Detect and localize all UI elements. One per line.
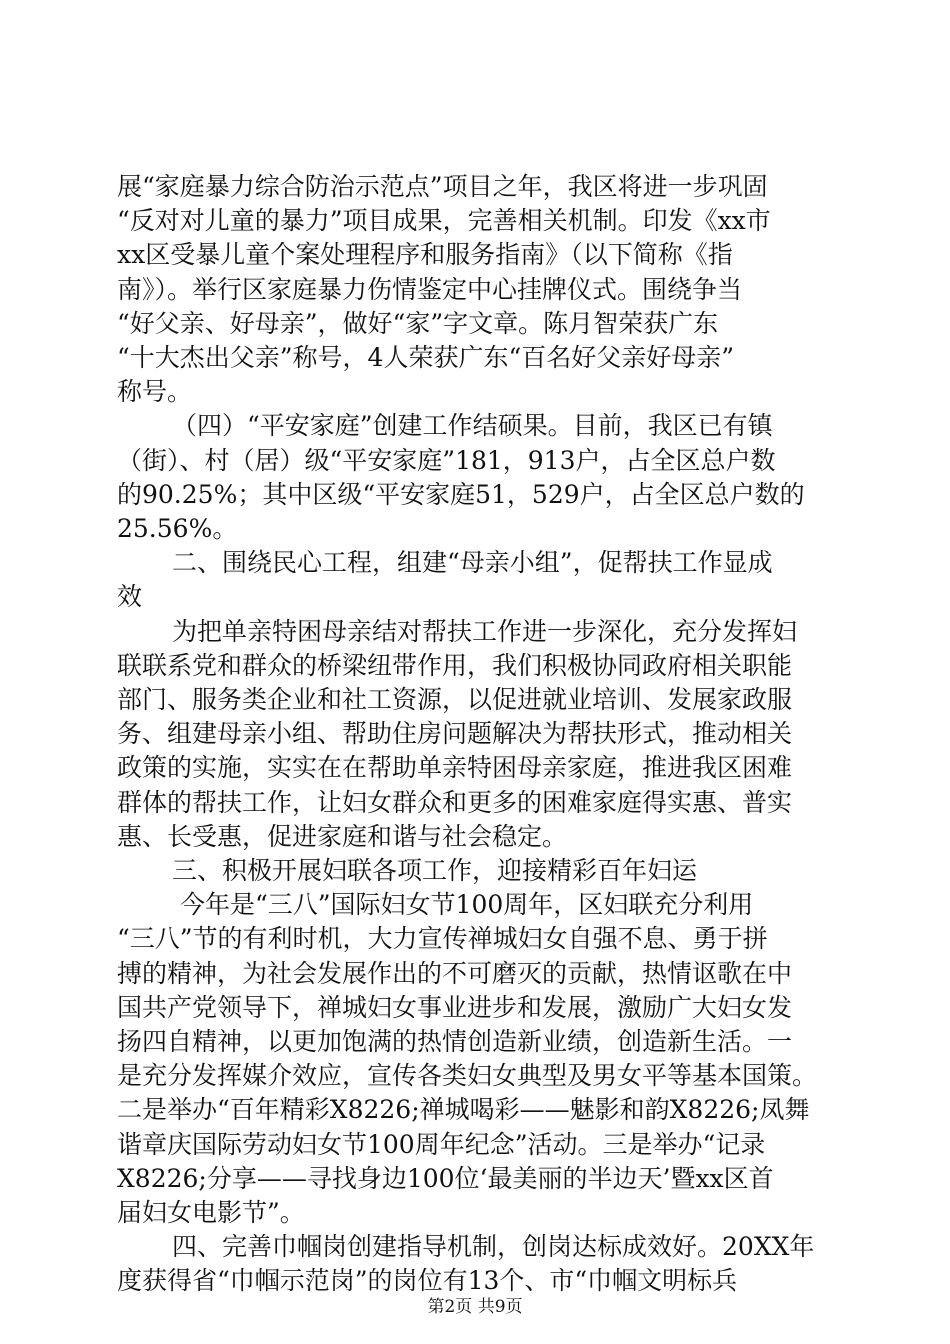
text-line: 谐章庆国际劳动妇女节100周年纪念”活动。三是举办“记录 bbox=[117, 1129, 766, 1159]
text-line: 惠、长受惠，促进家庭和谐与社会稳定。 bbox=[117, 821, 568, 851]
text-line: 务、组建母亲小组、帮助住房问题解决为帮扶形式，推动相关 bbox=[117, 719, 793, 749]
text-line: 为把单亲特困母亲结对帮扶工作进一步深化，充分发挥妇 bbox=[172, 616, 798, 646]
text-line: 三、积极开展妇联各项工作，迎接精彩百年妇运 bbox=[172, 856, 698, 885]
text-line: （四）“平安家庭”创建工作结硕果。目前，我区已有镇 bbox=[172, 411, 773, 441]
text-line: “三八”节的有利时机，大力宣传禅城妇女自强不息、勇于拼 bbox=[117, 924, 768, 954]
text-line: 部门、服务类企业和社工资源，以促进就业培训、发展家政服 bbox=[117, 685, 793, 714]
text-line: 展“家庭暴力综合防治示范点”项目之年，我区将进一步巩固 bbox=[117, 172, 768, 201]
text-line: “反对对儿童的暴力”项目成果，完善相关机制。印发《xx市 bbox=[117, 206, 771, 236]
text-line: 届妇女电影节”。 bbox=[117, 1198, 305, 1227]
text-line: 度获得省“巾帼示范岗”的岗位有13个、市“巾帼文明标兵 bbox=[117, 1266, 738, 1296]
text-line: “十大杰出父亲”称号，4人荣获广东“百名好父亲好母亲” bbox=[117, 343, 735, 372]
text-line: 效 bbox=[117, 582, 143, 612]
text-line: xx区受暴儿童个案处理程序和服务指南》（以下简称《指 bbox=[117, 240, 733, 270]
text-line: X8226;分享——寻找身边100位‘最美丽的半边天’暨xx区首 bbox=[117, 1163, 774, 1193]
text-line: 是充分发挥媒介效应，宣传各类妇女典型及男女平等基本国策。 bbox=[117, 1061, 818, 1091]
page-number: 第2页 共9页 bbox=[427, 1297, 523, 1317]
text-line: 南》）。举行区家庭暴力伤情鉴定中心挂牌仪式。围绕争当 bbox=[117, 274, 743, 304]
text-line: 今年是“三八”国际妇女节100周年，区妇联充分利用 bbox=[180, 890, 754, 920]
text-line: 四、完善巾帼岗创建指导机制，创岗达标成效好。20XX年 bbox=[172, 1232, 815, 1262]
text-line: 二、围绕民心工程，组建“母亲小组”，促帮扶工作显成 bbox=[172, 548, 773, 578]
text-line: 政策的实施，实实在在帮助单亲特困母亲家庭，推进我区困难 bbox=[117, 753, 793, 783]
text-line: 的90.25%；其中区级“平安家庭51，529户，占全区总户数的 bbox=[117, 479, 805, 509]
page-footer bbox=[0, 1295, 950, 1319]
text-line: 联联系党和群众的桥梁纽带作用，我们积极协同政府相关职能 bbox=[117, 650, 793, 680]
text-line: “好父亲、好母亲”，做好“家”字文章。陈月智荣获广东 bbox=[117, 308, 719, 338]
text-line: （街）、村（居）级“平安家庭”181，913户，占全区总户数 bbox=[117, 445, 776, 475]
text-line: 国共产党领导下，禅城妇女事业进步和发展，激励广大妇女发 bbox=[117, 992, 793, 1022]
text-line: 称号。 bbox=[117, 377, 193, 407]
text-line: 25.56%。 bbox=[117, 514, 238, 543]
text-line: 群体的帮扶工作，让妇女群众和更多的困难家庭得实惠、普实 bbox=[117, 787, 793, 817]
text-line: 二是举办“百年精彩X8226;禅城喝彩——魅影和韵X8226;凤舞 bbox=[117, 1095, 810, 1125]
text-line: 搏的精神，为社会发展作出的不可磨灭的贡献，热情讴歌在中 bbox=[117, 958, 793, 988]
text-line: 扬四自精神，以更加饱满的热情创造新业绩，创造新生活。一 bbox=[117, 1027, 793, 1056]
